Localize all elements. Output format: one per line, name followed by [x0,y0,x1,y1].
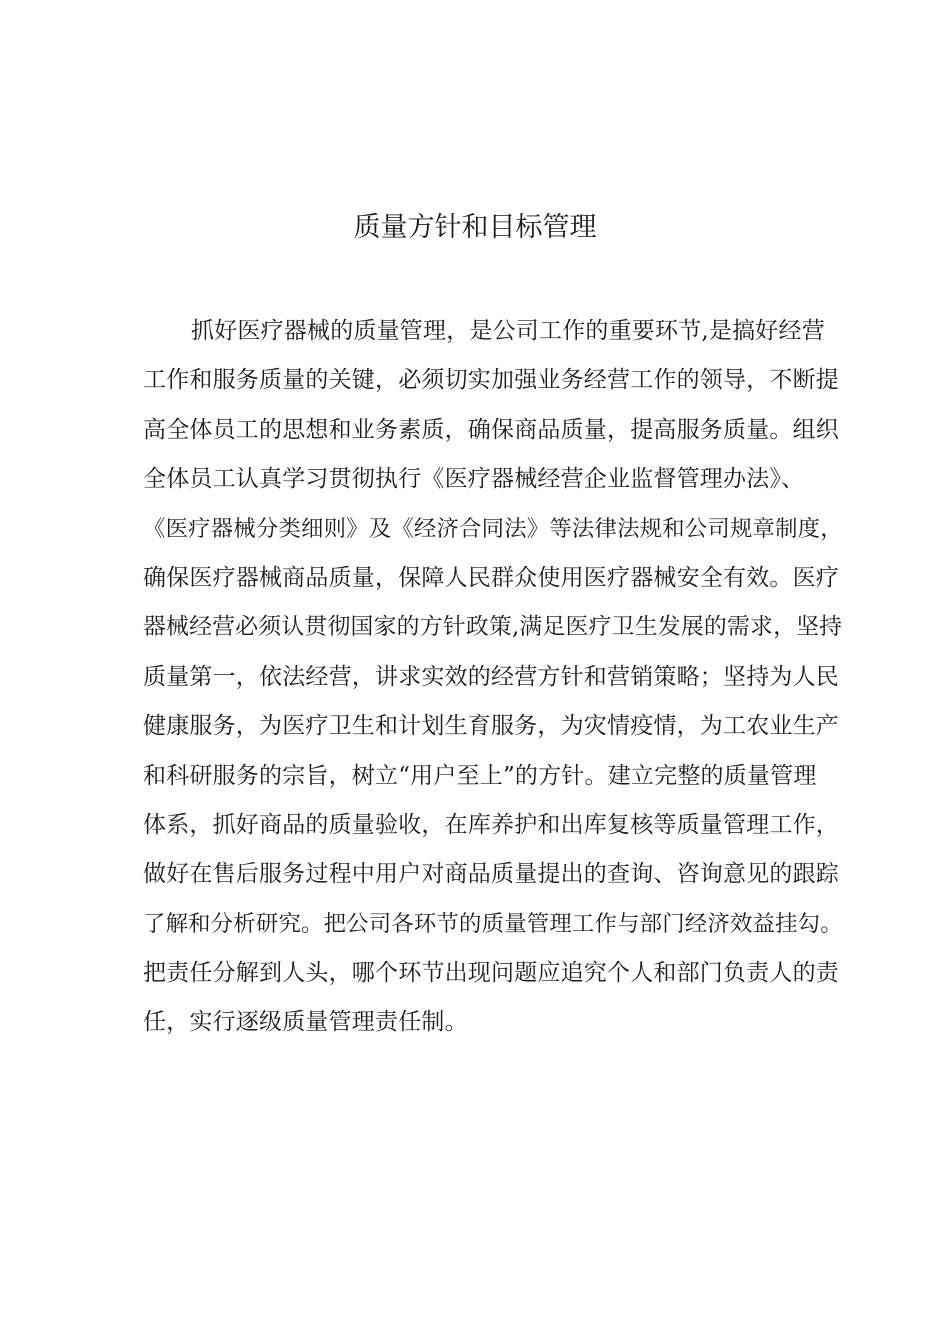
paragraph-line: 抓好医疗器械的质量管理，是公司工作的重要环节,是搞好经营 [191,318,825,344]
paragraph-line: 质量第一，依法经营，讲求实效的经营方针和营销策略；坚持为人民 [143,663,839,690]
paragraph-line: 工作和服务质量的关键，必须切实加强业务经营工作的领导，不断提 [143,367,839,394]
paragraph-line: 《医疗器械分类细则》及《经济合同法》等法律法规和公司规章制度， [143,515,843,542]
paragraph-line: 健康服务，为医疗卫生和计划生育服务，为灾情疫情，为工农业生产 [143,713,839,740]
paragraph-line: 体系，抓好商品的质量验收，在库养护和出库复核等质量管理工作， [143,811,839,838]
paragraph-line: 任，实行逐级质量管理责任制。 [143,1009,468,1036]
paragraph-line: 高全体员工的思想和业务素质，确保商品质量，提高服务质量。组织 [143,416,839,443]
document-body [143,307,843,1048]
paragraph-line: 全体员工认真学习贯彻执行《医疗器械经营企业监督管理办法》、 [143,466,805,493]
paragraph-line: 了解和分析研究。把公司各环节的质量管理工作与部门经济效益挂勾。 [143,910,843,937]
paragraph-line: 把责任分解到人头，哪个环节出现问题应追究个人和部门负责人的责 [143,960,839,987]
paragraph-line: 确保医疗器械商品质量，保障人民群众使用医疗器械安全有效。医疗 [143,564,839,591]
paragraph-line: 和科研服务的宗旨，树立“用户至上”的方针。建立完整的质量管理 [143,762,817,789]
paragraph-line: 做好在售后服务过程中用户对商品质量提出的查询、咨询意见的跟踪 [143,861,839,888]
document-title: 质量方针和目标管理 [353,212,597,243]
paragraph-line: 器械经营必须认贯彻国家的方针政策,满足医疗卫生发展的需求，坚持 [143,614,843,641]
